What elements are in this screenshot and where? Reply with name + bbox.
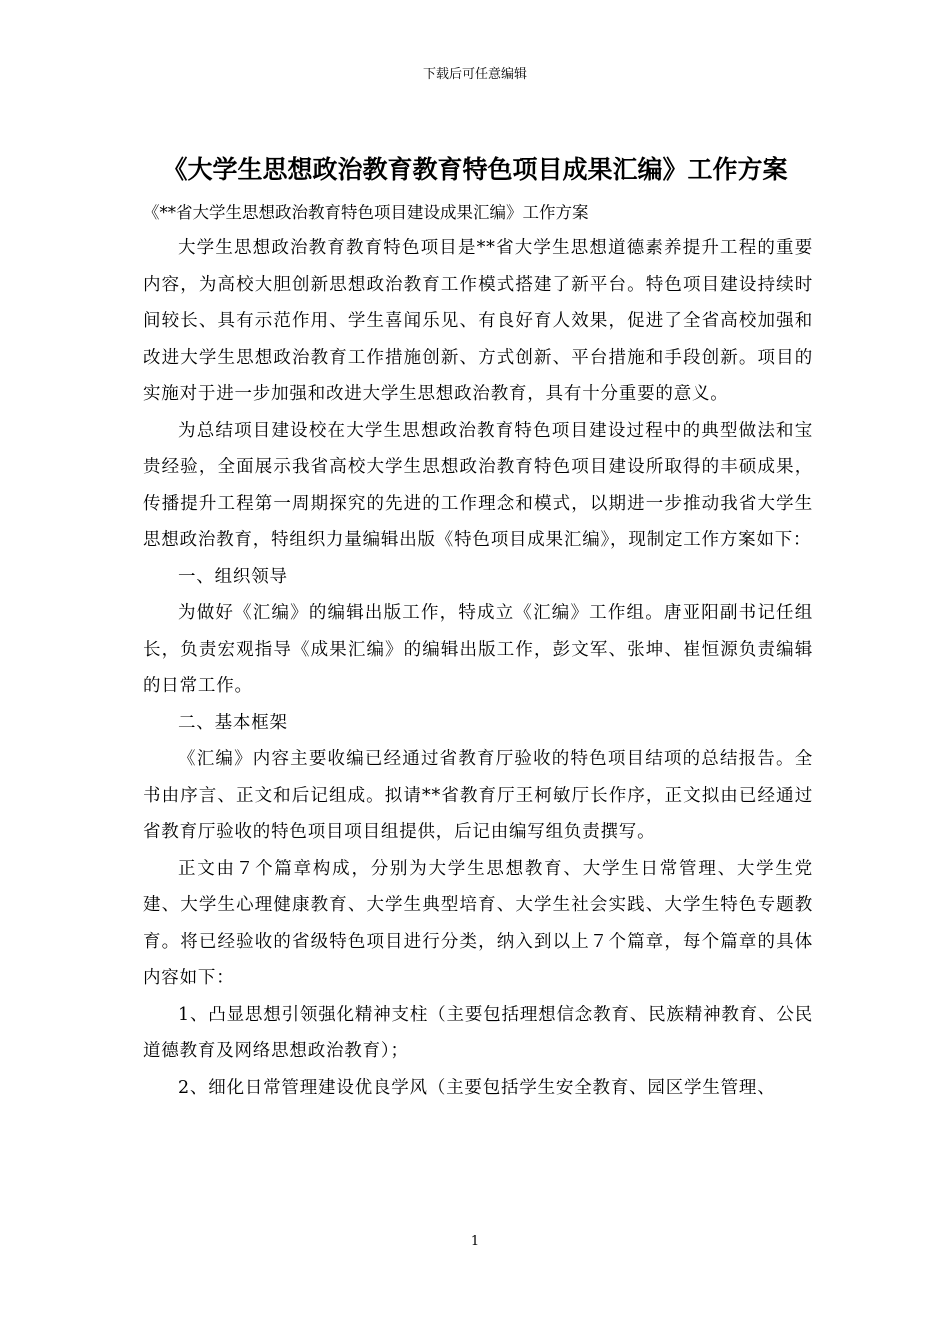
list-item-2: 2、细化日常管理建设优良学风（主要包括学生安全教育、园区学生管理、 <box>178 1077 776 1098</box>
paragraph-purpose: 为总结项目建设校在大学生思想政治教育特色项目建设过程中的典型做法和宝贵经验，全面展示我省高校大学生思想政治教育特色项目建设所取得的丰硕成果，传播提升工程第一周期探究的先进的工作理念和模式，以期进一步推动我省大学生思想政治教育，特组织力量编辑出版《特色项目成果汇编》，现制定工作方案如下： <box>143 420 813 550</box>
paragraph-organization: 为做好《汇编》的编辑出版工作，特成立《汇编》工作组。唐亚阳副书记任组长，负责宏观指导《成果汇编》的编辑出版工作，彭文军、张坤、崔恒源负责编辑的日常工作。 <box>143 603 813 696</box>
document-body <box>143 230 813 1106</box>
list-item-1: 1、凸显思想引领强化精神支柱（主要包括理想信念教育、民族精神教育、公民道德教育及网络思想政治教育）； <box>143 1004 813 1061</box>
section-heading-framework: 二、基本框架 <box>178 712 288 733</box>
paragraph-intro: 大学生思想政治教育教育特色项目是**省大学生思想道德素养提升工程的重要内容，为高校大胆创新思想政治教育工作模式搭建了新平台。特色项目建设持续时间较长、具有示范作用、学生喜闻乐见、有良好育人效果，促进了全省高校加强和改进大学生思想政治教育工作措施创新、方式创新、平台措施和手段创新。项目的实施对于进一步加强和改进大学生思想政治教育，具有十分重要的意义。 <box>143 238 813 404</box>
header-note: 下载后可任意编辑 <box>422 67 527 82</box>
document-title: 《大学生思想政治教育教育特色项目成果汇编》工作方案 <box>162 155 788 184</box>
paragraph-chapters: 正文由７个篇章构成，分别为大学生思想教育、大学生日常管理、大学生党建、大学生心理健康教育、大学生典型培育、大学生社会实践、大学生特色专题教育。将已经验收的省级特色项目进行分类，纳入到以上７个篇章，每个篇章的具体内容如下： <box>143 858 813 988</box>
page-number: 1 <box>470 1234 480 1249</box>
document-subtitle: 《**省大学生思想政治教育特色项目建设成果汇编》工作方案 <box>143 203 589 222</box>
paragraph-framework: 《汇编》内容主要收编已经通过省教育厅验收的特色项目结项的总结报告。全书由序言、正文和后记组成。拟请**省教育厅王柯敏厅长作序，正文拟由已经通过省教育厅验收的特色项目项目组提供，后记由编写组负责撰写。 <box>143 749 813 842</box>
section-heading-organization: 一、组织领导 <box>178 566 288 587</box>
